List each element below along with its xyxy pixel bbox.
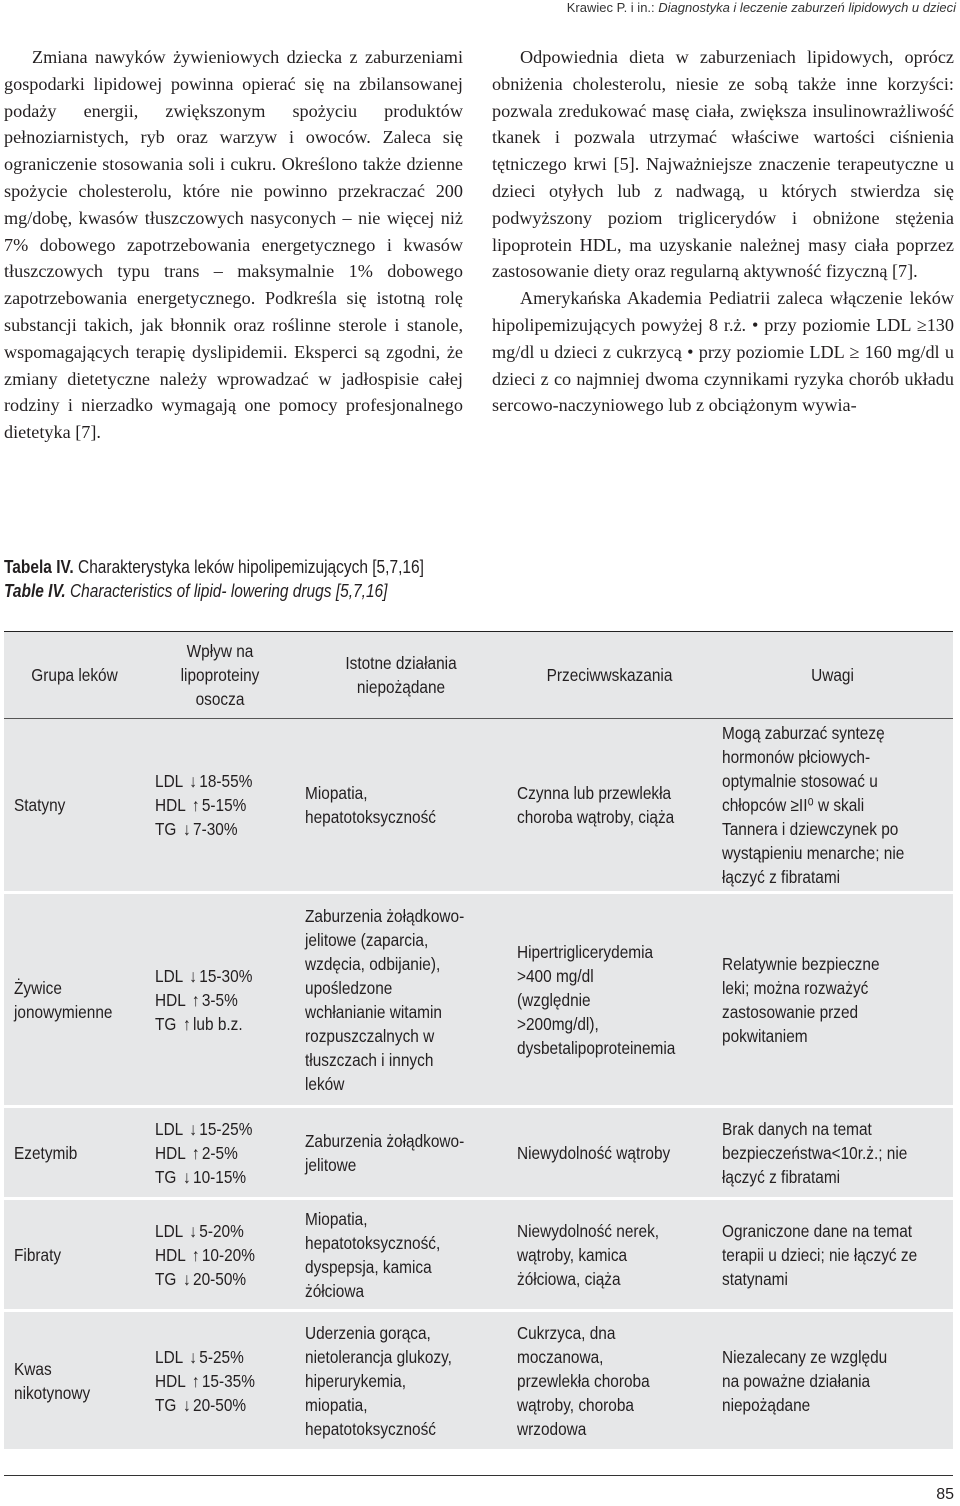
cell-contra: Niewydolność nerek, wątroby, kamica żółciowa, ciąża	[517, 1220, 660, 1289]
effect-value: 5-20%	[199, 1220, 244, 1241]
arrow-down-icon: ↓	[182, 1268, 191, 1289]
effect-line	[155, 1219, 273, 1243]
table-row	[4, 893, 953, 1107]
cell-adverse: Miopatia, hepatotoksyczność	[305, 783, 436, 827]
column-header: Istotne działania niepożądane	[345, 653, 457, 697]
cell-group: Żywice jonowymienne	[14, 977, 113, 1022]
caption-label: Tabela IV.	[4, 557, 74, 577]
effect-line	[155, 769, 273, 793]
lipoprotein-name: HDL	[155, 1142, 186, 1163]
lipoprotein-name: HDL	[155, 989, 186, 1010]
lipoprotein-name: TG	[155, 1394, 177, 1415]
table-row	[4, 1199, 953, 1311]
arrow-down-icon: ↓	[189, 1346, 197, 1367]
cell-effects	[145, 1311, 295, 1451]
effect-value: 5-25%	[199, 1346, 244, 1367]
table-row	[4, 1311, 953, 1451]
lipoprotein-name: LDL	[155, 1220, 183, 1241]
cell-contra: Cukrzyca, dna moczanowa, przewlekła choroba wątroby, choroba wrzodowa	[517, 1322, 650, 1439]
cell-adverse: Uderzenia gorąca, nietolerancja glukozy, hiperurykemia, miopatia, hepatotoksyczność	[305, 1322, 452, 1439]
arrow-up-icon: ↑	[191, 795, 200, 815]
cell-group: Fibraty	[14, 1244, 62, 1265]
column-header: Wpływ na lipoproteiny osocza	[180, 641, 260, 709]
cell-effects	[145, 893, 295, 1107]
effect-value: 10-15%	[193, 1166, 247, 1187]
caption-text: Characteristics of lipid- lowering drugs [5,7,16]	[69, 581, 388, 601]
lipoprotein-name: HDL	[155, 1370, 186, 1391]
cell-group: Kwas nikotynowy	[14, 1358, 91, 1403]
effect-value: 5-15%	[201, 795, 247, 815]
effect-line	[155, 964, 273, 988]
lipoprotein-name: HDL	[155, 1244, 186, 1265]
effect-line	[155, 1141, 273, 1165]
cell-adverse: Zaburzenia żołądkowo- jelitowe (zaparcia, wzdęcia, odbijanie), upośledzone wchłanianie witamin rozpuszczalnych w tłuszczach i innych leków	[305, 905, 465, 1094]
arrow-up-icon: ↑	[191, 1142, 200, 1163]
arrow-down-icon: ↓	[182, 1166, 191, 1187]
caption-text: Charakterystyka leków hipolipemizujących [5,7,16]	[78, 557, 424, 577]
lipoprotein-name: TG	[155, 819, 177, 839]
cell-group: Statyny	[14, 795, 66, 815]
running-header-title: Diagnostyka i leczenie zaburzeń lipidowych u dzieci	[658, 0, 956, 15]
left-text-column	[4, 44, 463, 446]
body-paragraph: Odpowiednia dieta w zaburzeniach lipidowych, oprócz obniżenia cholesterolu, niesie ze sobą także inne korzyści: pozwala zredukować masę ciała, zwiększa insulinowrażliwość tkanek i pozwala utrzymać właściwe wartości ciśnienia tętniczego krwi [5]. Najważniejsze znaczenie terapeutyczne u dzieci otyłych lub z nadwagą, u których stwierdza się podwyższony poziom triglicerydów i obniżone stężenia lipoprotein HDL, ma uzyskanie należnej masy ciała poprzez zastosowanie diety oraz regularną aktywność fizyczną [7].	[492, 47, 954, 282]
effect-value: 3-5%	[201, 989, 238, 1010]
arrow-down-icon: ↓	[189, 1220, 197, 1241]
arrow-down-icon: ↓	[189, 965, 197, 986]
cell-notes: Relatywnie bezpieczne leki; można rozważyć zastosowanie przed pokwitaniem	[722, 953, 880, 1046]
arrow-down-icon: ↓	[189, 1118, 197, 1139]
effect-line	[155, 1267, 273, 1291]
column-header: Przeciwwskazania	[546, 665, 673, 685]
lipoprotein-name: TG	[155, 1268, 177, 1289]
effect-line	[155, 1165, 273, 1189]
arrow-up-icon: ↑	[191, 1244, 200, 1265]
effect-value: lub b.z.	[193, 1013, 243, 1034]
column-header: Grupa leków	[31, 665, 118, 685]
cell-contra: Czynna lub przewlekła choroba wątroby, ciąża	[517, 783, 675, 827]
lipoprotein-name: HDL	[155, 795, 186, 815]
right-text-column	[492, 44, 954, 419]
effect-line	[155, 1117, 273, 1141]
arrow-down-icon: ↓	[182, 819, 191, 839]
caption-label: Table IV.	[4, 581, 66, 601]
arrow-up-icon: ↑	[191, 1370, 200, 1391]
caption-polish	[4, 555, 424, 579]
effect-value: 2-5%	[201, 1142, 238, 1163]
effect-value: 15-30%	[199, 965, 253, 986]
table-caption	[4, 555, 424, 603]
arrow-up-icon: ↑	[182, 1013, 191, 1034]
arrow-up-icon: ↑	[191, 989, 200, 1010]
effect-value: 15-35%	[201, 1370, 255, 1391]
column-header: Uwagi	[811, 665, 854, 685]
page-number: 85	[936, 1486, 954, 1503]
cell-notes: Brak danych na temat bezpieczeństwa<10r.ż.; nie łączyć z fibratami	[722, 1118, 908, 1187]
cell-notes: Niezalecany ze względu na poważne działania niepożądane	[722, 1346, 888, 1415]
effect-line	[155, 793, 273, 817]
cell-contra: Niewydolność wątroby	[517, 1142, 671, 1163]
arrow-down-icon: ↓	[182, 1394, 191, 1415]
effect-line	[155, 1369, 273, 1393]
lipoprotein-name: TG	[155, 1013, 177, 1034]
cell-notes: Ograniczone dane na temat terapii u dzieci; nie łączyć ze statynami	[722, 1220, 918, 1289]
lipoprotein-name: LDL	[155, 1118, 183, 1139]
effect-value: 18-55%	[199, 771, 253, 791]
lipoprotein-name: LDL	[155, 1346, 183, 1367]
effect-value: 20-50%	[193, 1268, 247, 1289]
lipoprotein-name: LDL	[155, 771, 183, 791]
body-paragraph: Amerykańska Akademia Pediatrii zaleca włączenie leków hipolipemizujących powyżej 8 r.ż. • przy poziomie LDL ≥130 mg/dl u dzieci z cukrzycą • przy poziomie LDL ≥ 160 mg/dl u dzieci z co najmniej dwoma czynnikami ryzyka chorób układu sercowo-naczyniowego lub z obciążonym wywia-	[492, 288, 954, 416]
cell-group: Ezetymib	[14, 1142, 78, 1163]
caption-english	[4, 579, 424, 603]
table-row	[4, 1107, 953, 1199]
lipoprotein-name: LDL	[155, 965, 183, 986]
drug-table-container	[4, 631, 953, 1452]
effect-line	[155, 1243, 273, 1267]
running-header	[567, 0, 956, 15]
lipoprotein-name: TG	[155, 1166, 177, 1187]
body-paragraph: Zmiana nawyków żywieniowych dziecka z zaburzeniami gospodarki lipidowej powinna opierać się na zbilansowanej podaży energii, zwiększonym spożyciu produktów pełnoziarnistych, ryb oraz warzyw i owoców. Zaleca się ograniczenie stosowania soli i cukru. Określono także dzienne spożycie cholesterolu, które nie powinno przekraczać 200 mg/dobę, kwasów tłuszczowych nasyconych – nie więcej niż 7% dobowego zapotrzebowania energetycznego i kwasów tłuszczowych typu trans – maksymalnie 1% dobowego zapotrzebowania energetycznego. Podkreśla się istotną rolę substancji takich, jak błonnik oraz roślinne sterole i stanole, wspomagających terapię dyslipidemii. Eksperci są zgodni, że zmiany dietetyczne należy wprowadzać w jadłospisie całej rodziny i nierzadko wymagają one pomocy profesjonalnego dietetyka [7].	[4, 47, 463, 443]
table-header-row	[4, 632, 953, 719]
effect-line	[155, 1393, 273, 1417]
effect-line	[155, 988, 273, 1012]
bottom-rule	[4, 1475, 953, 1476]
effect-line	[155, 1345, 273, 1369]
effect-value: 7-30%	[193, 819, 238, 839]
cell-effects	[145, 1107, 295, 1199]
effect-value: 10-20%	[201, 1244, 255, 1265]
table-row	[4, 719, 953, 893]
running-header-authors: Krawiec P. i in.:	[566, 0, 655, 15]
cell-contra: Hipertriglicerydemia >400 mg/dl (względnie >200mg/dl), dysbetalipoproteinemia	[517, 941, 676, 1058]
cell-adverse: Zaburzenia żołądkowo- jelitowe	[305, 1130, 465, 1175]
arrow-down-icon: ↓	[189, 771, 197, 791]
cell-effects	[145, 1199, 295, 1311]
effect-value: 20-50%	[193, 1394, 247, 1415]
effect-value: 15-25%	[199, 1118, 253, 1139]
cell-notes: Mogą zaburzać syntezę hormonów płciowych- optymalnie stosować u chłopców ≥II⁰ w skali Tannera i dziewczynek po wystąpieniu menarche; nie łączyć z fibratami	[722, 723, 905, 887]
effect-line	[155, 817, 273, 841]
drug-table	[4, 631, 953, 1452]
effect-line	[155, 1012, 273, 1036]
cell-adverse: Miopatia, hepatotoksyczność, dyspepsja, kamica żółciowa	[305, 1208, 441, 1301]
cell-effects	[145, 719, 295, 893]
